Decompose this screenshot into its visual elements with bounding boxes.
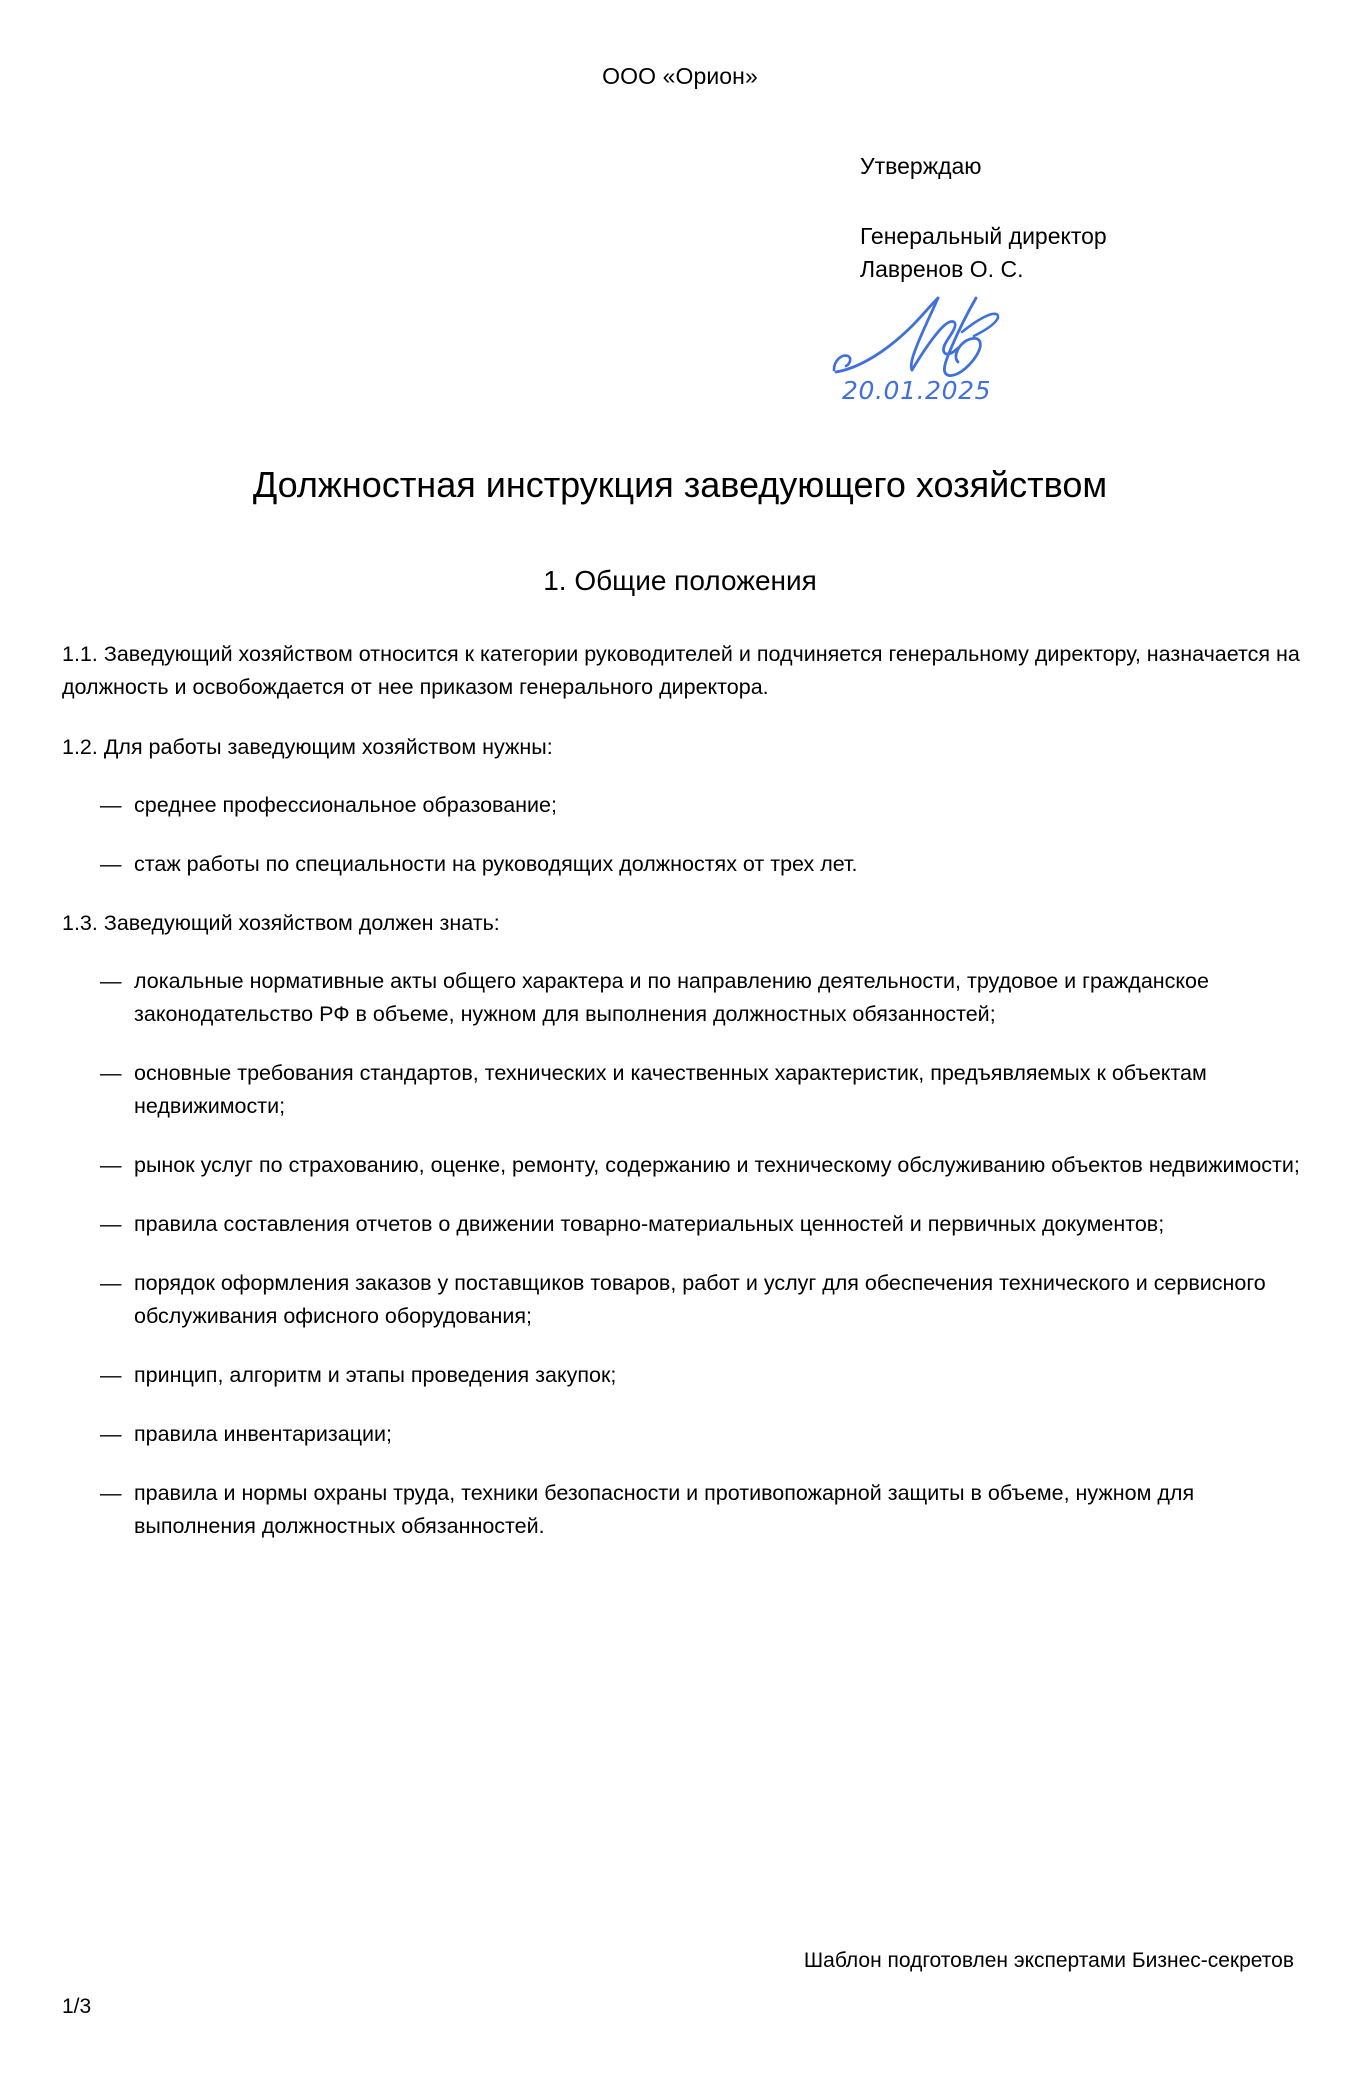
list-item bbox=[62, 1149, 1302, 1182]
dash-bullet-icon: — bbox=[100, 1061, 122, 1085]
list-item-text: правила и нормы охраны труда, техники безопасности и противопожарной защиты в объеме, нужном для выполнения должностных обязанностей. bbox=[134, 1481, 1195, 1538]
dash-bullet-icon: — bbox=[100, 1481, 122, 1505]
approver-info bbox=[860, 220, 1300, 286]
dash-bullet-icon: — bbox=[100, 852, 122, 876]
approver-name: Лавренов О. С. bbox=[860, 256, 1024, 282]
approval-block bbox=[860, 150, 1300, 286]
approval-word: Утверждаю bbox=[860, 153, 982, 179]
organization-name: ООО «Орион» bbox=[602, 63, 758, 89]
list-item bbox=[62, 1477, 1302, 1543]
dash-bullet-icon: — bbox=[100, 1271, 122, 1295]
dash-bullet-icon: — bbox=[100, 969, 122, 993]
list-item-text: основные требования стандартов, технических и качественных характеристик, предъявляемых к объектам недвижимости; bbox=[134, 1061, 1207, 1118]
clause-1-2: 1.2. Для работы заведующим хозяйством нужны: bbox=[62, 735, 553, 759]
signature-block bbox=[826, 288, 1126, 418]
list-item bbox=[62, 1359, 1302, 1392]
list-item-text: среднее профессиональное образование; bbox=[134, 793, 557, 817]
approver-position: Генеральный директор bbox=[860, 223, 1107, 249]
dash-bullet-icon: — bbox=[100, 1422, 122, 1446]
document-title: Должностная инструкция заведующего хозяйством bbox=[252, 464, 1108, 505]
section-title: 1. Общие положения bbox=[543, 565, 817, 596]
list-item bbox=[62, 1057, 1302, 1123]
list-item-text: принцип, алгоритм и этапы проведения закупок; bbox=[134, 1363, 617, 1387]
list-item-text: правила составления отчетов о движении товарно-материальных ценностей и первичных документов; bbox=[134, 1212, 1165, 1236]
dash-bullet-icon: — bbox=[100, 1153, 122, 1177]
knowledge-list bbox=[62, 965, 1302, 1543]
dash-bullet-icon: — bbox=[100, 1363, 122, 1387]
list-item bbox=[62, 1418, 1302, 1451]
list-item-text: стаж работы по специальности на руководящих должностях от трех лет. bbox=[134, 852, 858, 876]
list-item bbox=[62, 1267, 1302, 1333]
list-item bbox=[62, 848, 1302, 881]
list-item bbox=[62, 965, 1302, 1031]
signature-icon bbox=[826, 288, 1126, 388]
list-item-text: порядок оформления заказов у поставщиков товаров, работ и услуг для обеспечения технического и сервисного обслуживания офисного оборудования; bbox=[134, 1271, 1266, 1328]
signature-date: 20.01.2025 bbox=[842, 376, 992, 405]
requirements-list bbox=[62, 789, 1302, 881]
list-item bbox=[62, 789, 1302, 822]
footer-note: Шаблон подготовлен экспертами Бизнес-секретов bbox=[803, 1949, 1294, 1972]
document-body bbox=[62, 638, 1302, 1569]
dash-bullet-icon: — bbox=[100, 1212, 122, 1236]
list-item-text: правила инвентаризации; bbox=[134, 1422, 393, 1446]
page-number: 1/3 bbox=[62, 1995, 92, 2018]
clause-1-3: 1.3. Заведующий хозяйством должен знать: bbox=[62, 911, 500, 935]
list-item bbox=[62, 1208, 1302, 1241]
list-item-text: рынок услуг по страхованию, оценке, ремонту, содержанию и техническому обслуживанию объектов недвижимости; bbox=[134, 1153, 1300, 1177]
list-item-text: локальные нормативные акты общего характера и по направлению деятельности, трудовое и гражданское законодательство РФ в объеме, нужном для выполнения должностных обязанностей; bbox=[134, 969, 1209, 1026]
clause-1-1: 1.1. Заведующий хозяйством относится к категории руководителей и подчиняется генеральному директору, назначается на должность и освобождается от нее приказом генерального директора. bbox=[62, 642, 1300, 699]
dash-bullet-icon: — bbox=[100, 793, 122, 817]
